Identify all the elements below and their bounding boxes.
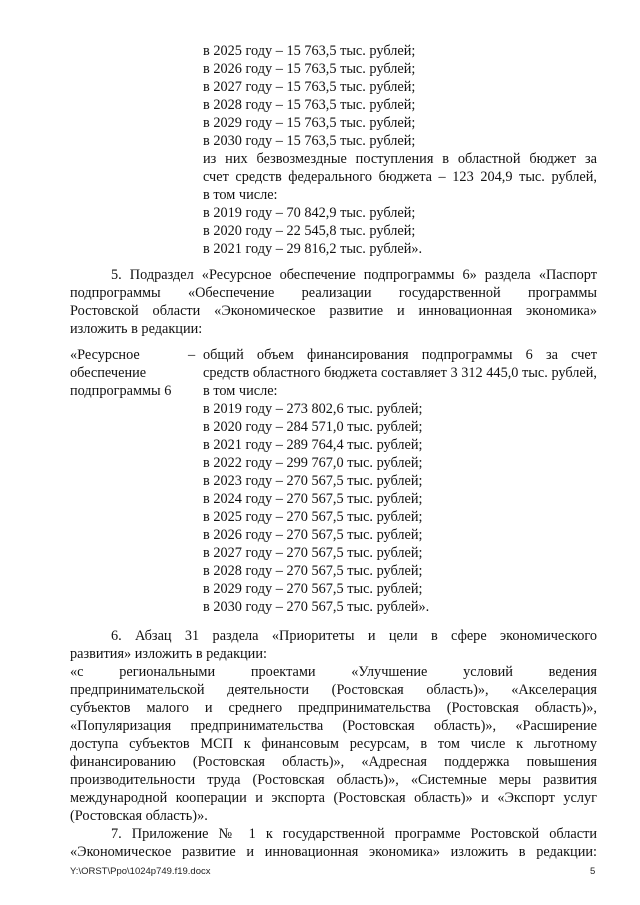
paragraph-line: субъектов малого и среднего предпринимательства (Ростовская область)», (70, 700, 597, 716)
year-line: в 2029 году – 270 567,5 тыс. рублей; (203, 581, 423, 597)
year-line: в 2019 году – 273 802,6 тыс. рублей; (203, 401, 423, 417)
paragraph-line: «Популяризация предпринимательства (Ростовская область)», «Расширение (70, 718, 597, 734)
year-line: в 2025 году – 15 763,5 тыс. рублей; (203, 43, 416, 59)
paragraph-line: изложить в редакции: (70, 321, 203, 337)
year-line: в 2024 году – 270 567,5 тыс. рублей; (203, 491, 423, 507)
federal-text: счет средств федерального бюджета – 123 204,9 тыс. рублей, (203, 169, 597, 185)
year-line: в 2030 году – 270 567,5 тыс. рублей». (203, 599, 430, 615)
resource-label: обеспечение (70, 365, 147, 381)
footer-file-path: Y:\ORST\Ppo\1024p749.f19.docx (70, 866, 211, 877)
paragraph-line: 6. Абзац 31 раздела «Приоритеты и цели в сфере экономического (111, 628, 597, 644)
resource-text: в том числе: (203, 383, 278, 399)
year-line: в 2022 году – 299 767,0 тыс. рублей; (203, 455, 423, 471)
paragraph-line: доступа субъектов МСП к финансовым ресурсам, в том числе к льготному (70, 736, 597, 752)
paragraph-line: развития» изложить в редакции: (70, 646, 267, 662)
year-line: в 2027 году – 15 763,5 тыс. рублей; (203, 79, 416, 95)
paragraph-line: Ростовской области «Экономическое развитие и инновационная экономика» (70, 303, 597, 319)
year-line: в 2030 году – 15 763,5 тыс. рублей; (203, 133, 416, 149)
page-number: 5 (590, 866, 596, 877)
year-line: в 2026 году – 15 763,5 тыс. рублей; (203, 61, 416, 77)
resource-text: общий объем финансирования подпрограммы 6 за счет (203, 347, 597, 363)
paragraph-line: 7. Приложение № 1 к государственной программе Ростовской области (111, 826, 597, 842)
year-line: в 2027 году – 270 567,5 тыс. рублей; (203, 545, 423, 561)
resource-label: подпрограммы 6 (70, 383, 172, 399)
year-line: в 2028 году – 15 763,5 тыс. рублей; (203, 97, 416, 113)
year-line: в 2020 году – 284 571,0 тыс. рублей; (203, 419, 423, 435)
paragraph-line: финансированию (Ростовская область)», «Адресная поддержка повышения (70, 754, 597, 770)
paragraph-line: предпринимательской деятельности (Ростовская область)», «Акселерация (70, 682, 597, 698)
paragraph-line: подпрограммы «Обеспечение реализации государственной программы (70, 285, 597, 301)
year-line: в 2026 году – 270 567,5 тыс. рублей; (203, 527, 423, 543)
year-line: в 2021 году – 29 816,2 тыс. рублей». (203, 241, 423, 257)
paragraph-line: международной кооперации и экспорта (Ростовская область)» и «Экспорт услуг (70, 790, 597, 806)
federal-text: из них безвозмездные поступления в областной бюджет за (203, 151, 597, 167)
year-line: в 2029 году – 15 763,5 тыс. рублей; (203, 115, 416, 131)
resource-dash: – (188, 347, 196, 363)
paragraph-line: производительности труда (Ростовская область)», «Системные меры развития (70, 772, 597, 788)
paragraph-line: «с региональными проектами «Улучшение условий ведения (70, 664, 597, 680)
year-line: в 2023 году – 270 567,5 тыс. рублей; (203, 473, 423, 489)
year-line: в 2028 году – 270 567,5 тыс. рублей; (203, 563, 423, 579)
year-line: в 2021 году – 289 764,4 тыс. рублей; (203, 437, 423, 453)
paragraph-line: (Ростовская область)». (70, 808, 208, 824)
paragraph-line: 5. Подраздел «Ресурсное обеспечение подпрограммы 6» раздела «Паспорт (111, 267, 597, 283)
year-line: в 2019 году – 70 842,9 тыс. рублей; (203, 205, 416, 221)
paragraph-line: «Экономическое развитие и инновационная экономика» изложить в редакции: (70, 844, 597, 860)
resource-text: средств областного бюджета составляет 3 312 445,0 тыс. рублей, (203, 365, 597, 381)
resource-label: «Ресурсное (70, 347, 140, 363)
year-line: в 2020 году – 22 545,8 тыс. рублей; (203, 223, 416, 239)
federal-text: в том числе: (203, 187, 278, 203)
year-line: в 2025 году – 270 567,5 тыс. рублей; (203, 509, 423, 525)
